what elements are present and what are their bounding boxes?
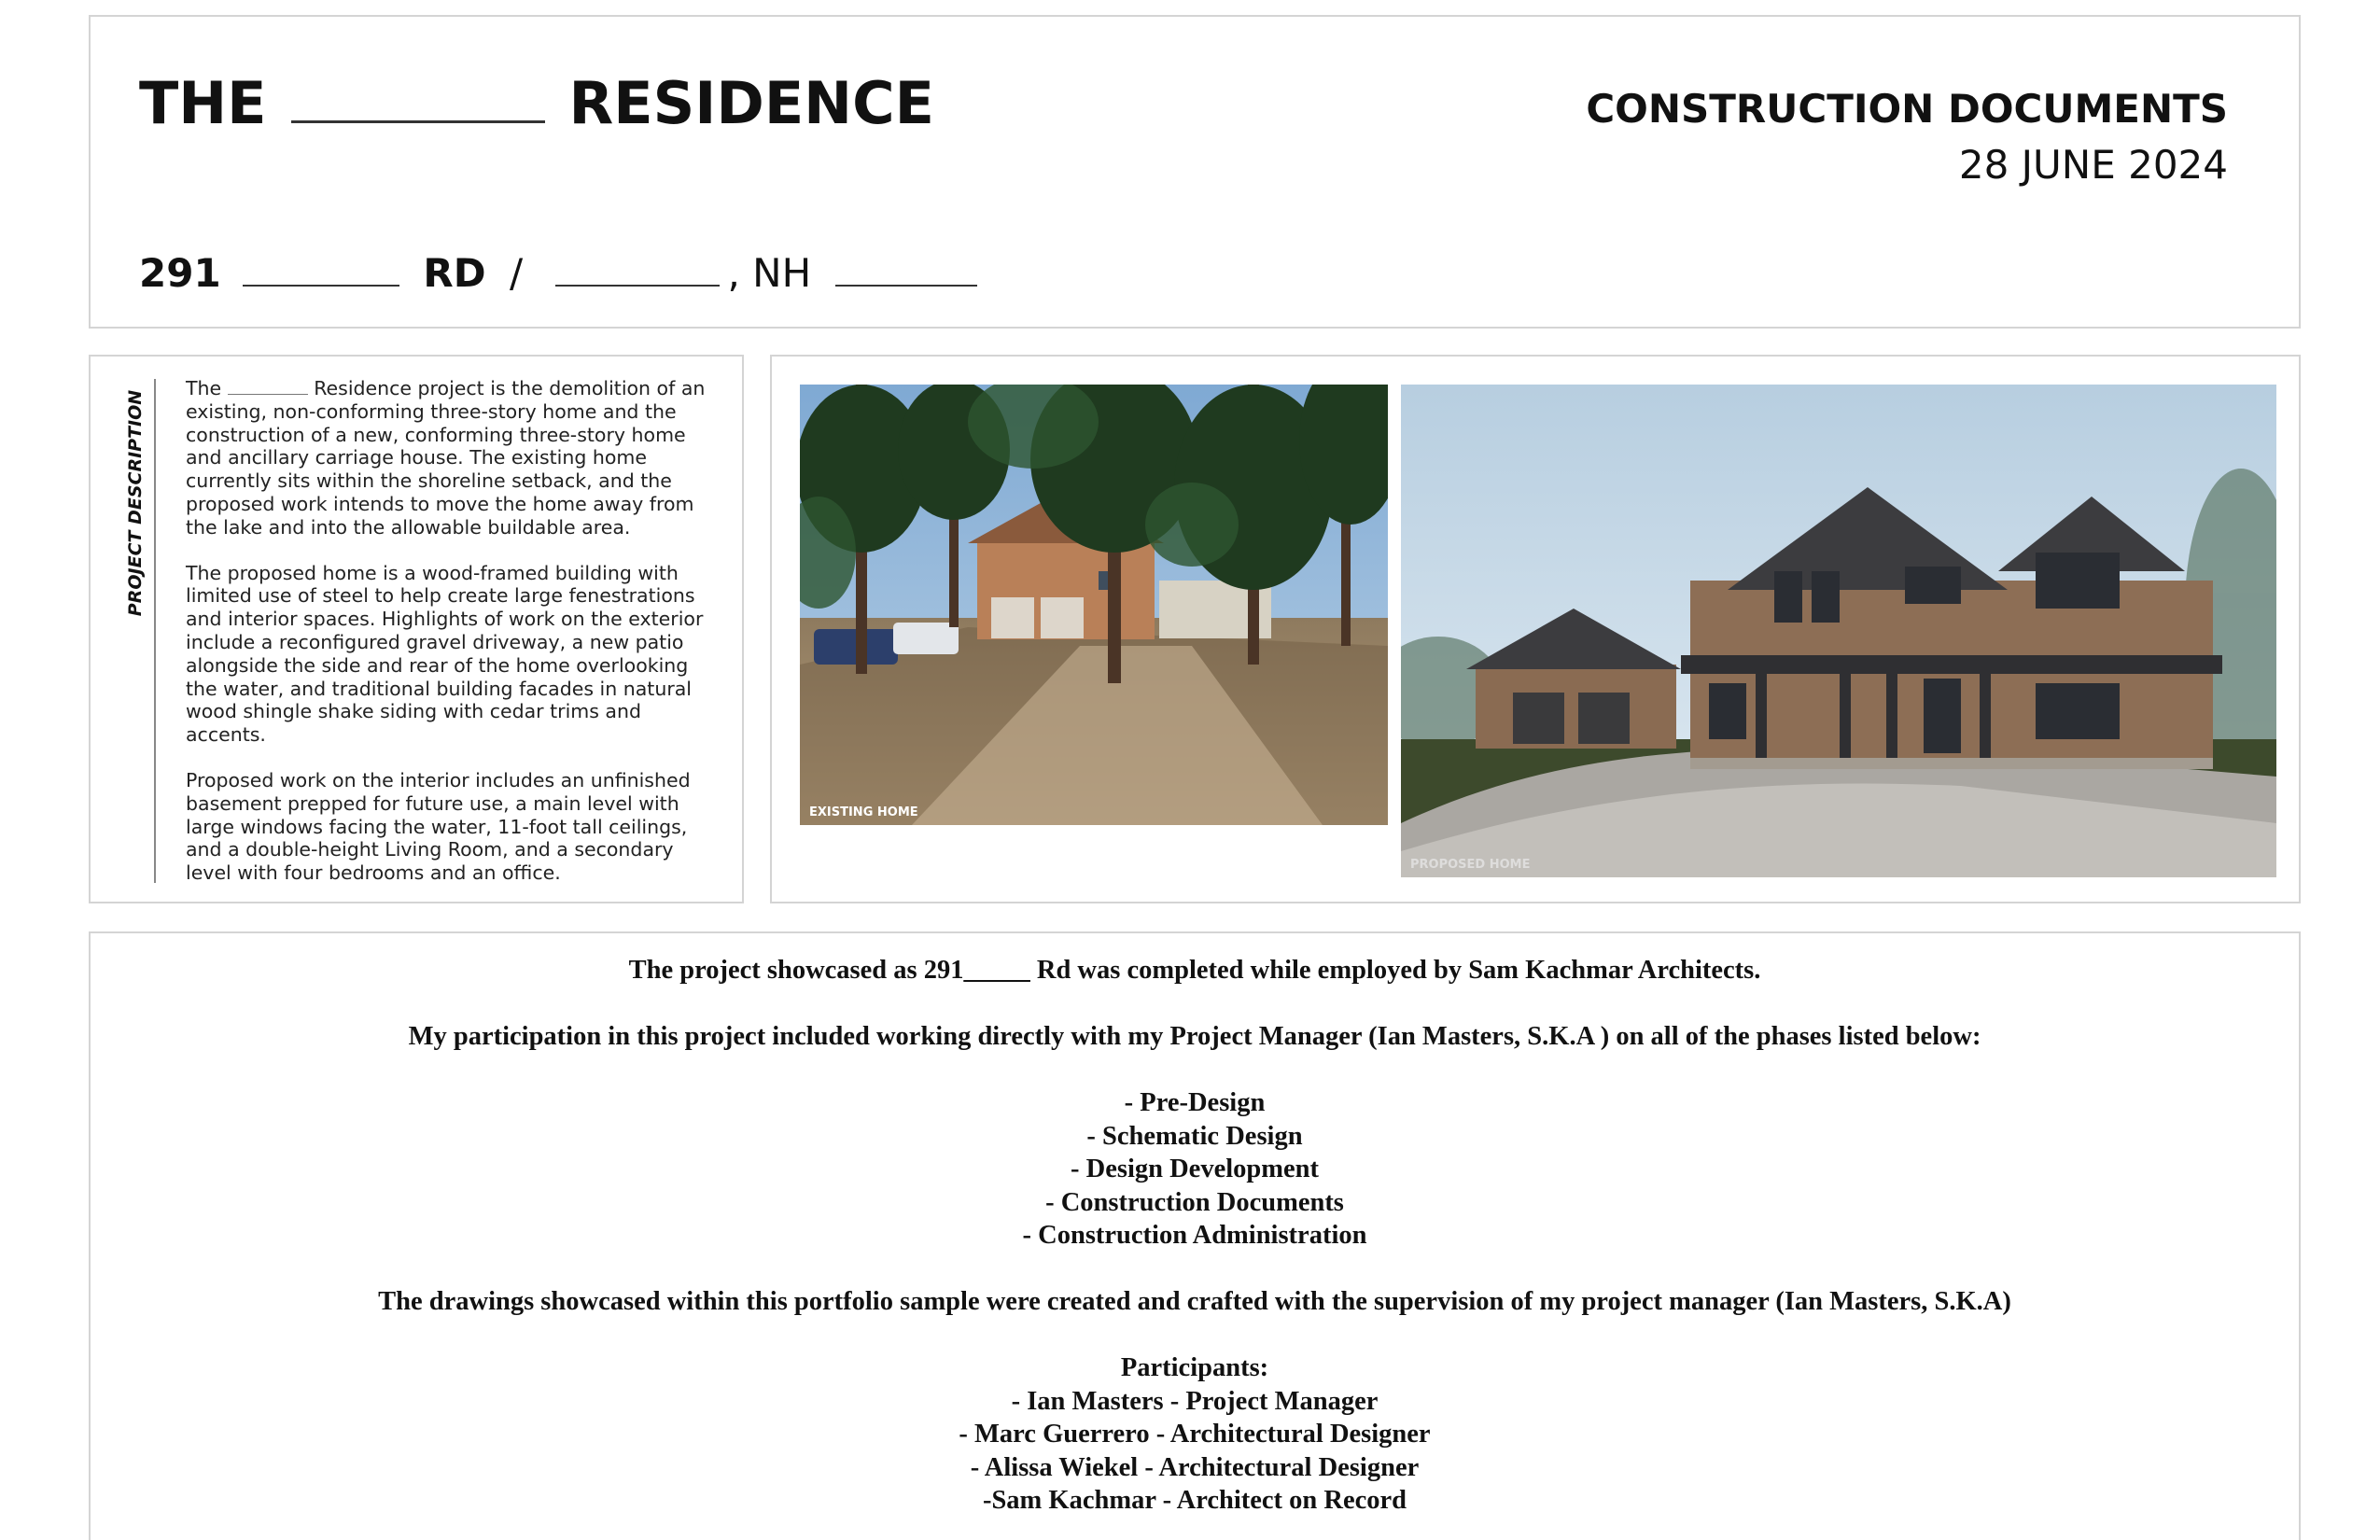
description-paragraph-3: Proposed work on the interior includes an unfinished basement prepped for future use, a main level with large windows facing the water, 11-foot tall ceilings, and a double-height Living Room, and a secondary level with four bedrooms and an office. — [186, 768, 691, 885]
participant-item: -Sam Kachmar - Architect on Record — [982, 1486, 1407, 1515]
existing-home-caption: EXISTING HOME — [809, 805, 918, 819]
existing-home-illustration — [800, 385, 1388, 825]
p1-start: The — [186, 377, 222, 399]
phase-item: - Construction Documents — [1045, 1187, 1344, 1217]
statement-participation-line: My participation in this project included working directly with my Project Manager (Ian Masters, S.K.A ) on all of the phases listed below: — [408, 1022, 1981, 1051]
participation-statement — [91, 954, 2299, 1518]
project-address — [139, 250, 977, 296]
images-panel — [770, 355, 2301, 903]
phase-item: - Construction Administration — [1022, 1221, 1367, 1250]
zip-code-blank — [835, 284, 977, 287]
address-number: 291 — [139, 250, 221, 296]
town-name-blank — [555, 284, 720, 287]
title-block — [89, 15, 2301, 329]
statement-supervision-line: The drawings showcased within this portfolio sample were created and crafted with the supervision of my project manager (Ian Masters, S.K.A) — [378, 1287, 2011, 1316]
residence-name-blank — [228, 393, 308, 395]
participant-item: - Ian Masters - Project Manager — [1011, 1386, 1379, 1416]
description-paragraph-2: The proposed home is a wood-framed building with limited use of steel to help create large fenestrations and interior spaces. Highlights of work on the exterior include a reconfigured gravel driveway, a new patio alongside the side and rear of the home overlooking the water, and traditional building facades in natural wood shingle shake siding with cedar trims and accents. — [186, 561, 704, 747]
address-state: , NH — [727, 250, 812, 296]
address-slash: / — [509, 250, 524, 296]
project-description-label-wrap — [111, 381, 160, 625]
proposed-home-caption: PROPOSED HOME — [1410, 858, 1531, 872]
description-text — [186, 377, 718, 907]
participants-heading: Participants: — [1120, 1353, 1269, 1382]
proposed-home-illustration — [1401, 385, 2276, 877]
project-description-label: PROJECT DESCRIPTION — [125, 389, 146, 617]
address-road: RD — [423, 250, 486, 296]
street-name-blank — [243, 284, 399, 287]
statement-employment-line: The project showcased as 291_____ Rd was completed while employed by Sam Kachmar Architects. — [628, 956, 1761, 985]
description-paragraph-1 — [186, 377, 718, 539]
document-type: CONSTRUCTION DOCUMENTS — [1586, 86, 2228, 132]
phase-item: - Pre-Design — [1124, 1088, 1266, 1117]
title-suffix: RESIDENCE — [568, 69, 934, 137]
proposed-home-render — [1401, 385, 2276, 877]
title-prefix: THE — [139, 69, 267, 137]
participation-statement-panel — [89, 931, 2301, 1540]
participant-item: - Alissa Wiekel - Architectural Designer — [970, 1452, 1420, 1482]
p1-rest: Residence project is the demolition of an existing, non-conforming three-story home and the construction of a new, conforming three-story home and ancillary carriage house. The existing home currently sits within the shoreline setback, and the proposed work intends to move the home away from the lake and into the allowable buildable area. — [186, 377, 706, 539]
participant-item: - Marc Guerrero - Architectural Designer — [959, 1420, 1431, 1449]
phase-item: - Schematic Design — [1086, 1121, 1303, 1151]
phase-item: - Design Development — [1071, 1155, 1319, 1183]
document-date: 28 JUNE 2024 — [1958, 142, 2228, 188]
project-title — [139, 69, 934, 137]
title-name-blank — [291, 119, 545, 123]
project-description-panel — [89, 355, 744, 903]
existing-home-photo — [800, 385, 1388, 825]
description-divider — [154, 379, 156, 883]
